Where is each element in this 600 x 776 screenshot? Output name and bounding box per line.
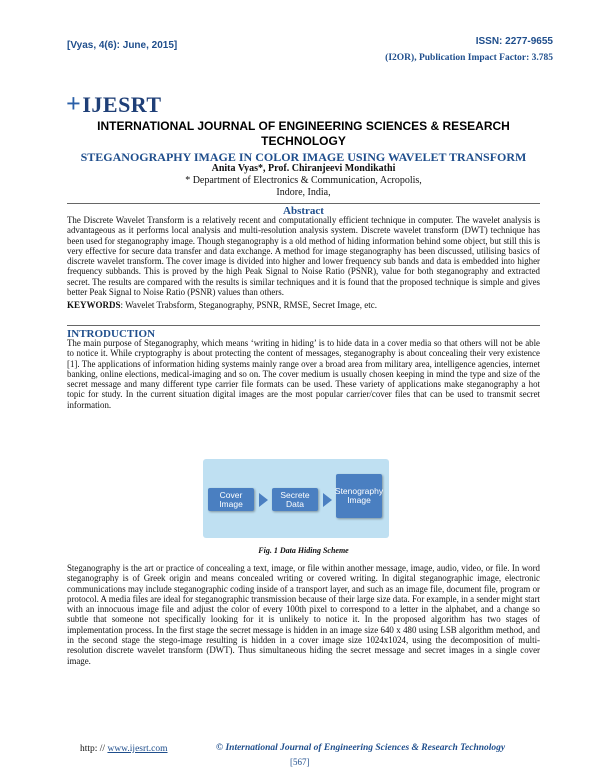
affiliation-line1: * Department of Electronics & Communication, Acropolis, — [185, 175, 422, 186]
paper-title: STEGANOGRAPHY IMAGE IN COLOR IMAGE USING WAVELET TRANSFORM — [80, 150, 527, 164]
figure-caption: Fig. 1 Data Hiding Scheme — [258, 546, 349, 555]
keywords — [67, 300, 540, 310]
header-impact: (I2OR), Publication Impact Factor: 3.785 — [385, 53, 553, 63]
plus-icon: + — [66, 89, 82, 118]
page-number: [567] — [290, 757, 310, 767]
keywords-label: KEYWORDS — [67, 300, 121, 310]
header-issn: ISSN: 2277-9655 — [475, 36, 553, 47]
footer-http: http: // — [80, 744, 108, 754]
abstract-body: The Discrete Wavelet Transform is a relatively recent and computationally efficient technique in computer. The wavelet analysis is advantageous as it performs local analysis and multi-resolution analysis system. Discrete wavelet transform (DWT) technique has been used for steganography image. Though steganography is a old method of hiding information behind some object, but still this is very effective for secure data transfer and data exchange. A method for image steganography has been discussed, utilising basics of discrete wavelet transform. The cover image is divided into higher and lower frequency sub bands and data is embedded into higher frequency subbands. This is proved by the high Peak Signal to Noise Ratio (PSNR), value for both steganography and extracted secret. The results are compared with the results is similar techniques and it is found that the proposed technique is simple and gives better Peak Signal to Noise Ratio (PSNR) values than others. — [67, 215, 540, 298]
logo-text: IJESRT — [82, 92, 162, 117]
data-hiding-figure — [203, 459, 389, 538]
arrow-right-icon — [259, 493, 268, 507]
header-right — [385, 33, 553, 67]
journal-name: INTERNATIONAL JOURNAL OF ENGINEERING SCIENCES & RESEARCH TECHNOLOGY — [97, 119, 510, 148]
introduction-body: The main purpose of Steganography, which means ‘writing in hiding’ is to hide data in a cover media so that others will not be able to notice it. While cryptography is about protecting the content of messages, steganography is about concealing their very existence [1]. The applications of information hiding systems mainly range over a broad area from military area, intelligence agencies, internet banking, online elections, medical-imaging and so on. The cover medium is usually chosen keeping in mind the type and size of the secret message and many different type carrier file formats can be used. These variety of applications make steganography a hot topic for study. In the current situation digital images are the most popular carrier/cover files that can be used to transmit secret information. — [67, 338, 540, 410]
footer-url — [80, 744, 168, 754]
body-paragraph: Steganography is the art or practice of concealing a text, image, or file within another message, image, audio, video, or file. In word steganography is of Greek origin and means concealed writing or covered writing. In digital steganographic image, electronic communications may include steganographic coding inside of a transport layer, and such as an image file, document file, program or protocol. A media files are ideal for steganographic transmission because of their large size data. For example, in a sender might start with an innocuous image file and adjust the color of every 100th pixel to correspond to a letter in the alphabet, and a change so subtle that someone not specifically looking for it is unlikely to notice it. In the proposed algorithm has two stages of implementation process. In the first stage the secret message is hidden in an image size 640 x 480 using LSB algorithm method, and in the second stage the stego-image resulting is hidden in a cover image size 1024x1024, using the decomposition of multi-resolution discrete wavelet transform (DWT). Thus simultaneous hiding the secret message and secret images in a single cover image. — [67, 563, 540, 666]
introduction-heading: INTRODUCTION — [67, 325, 540, 340]
authors: Anita Vyas*, Prof. Chiranjeevi Mondikathi — [211, 163, 396, 174]
header-citation: [Vyas, 4(6): June, 2015] — [67, 40, 178, 51]
secrete-data-box: Secrete Data — [272, 488, 318, 511]
keywords-text: : Wavelet Trabsform, Steganography, PSNR, RMSE, Secret Image, etc. — [120, 300, 378, 310]
cover-image-box: Cover Image — [208, 488, 254, 511]
footer-copyright: © International Journal of Engineering Sciences & Research Technology — [216, 743, 506, 753]
affiliation-line2: Indore, India, — [276, 187, 331, 198]
stenography-image-box: Stenography Image — [336, 474, 382, 518]
footer-link[interactable]: www.ijesrt.com — [107, 744, 168, 754]
journal-logo — [66, 89, 162, 119]
affiliation — [67, 175, 540, 199]
arrow-right-icon — [323, 493, 332, 507]
abstract-heading: Abstract — [67, 203, 540, 217]
